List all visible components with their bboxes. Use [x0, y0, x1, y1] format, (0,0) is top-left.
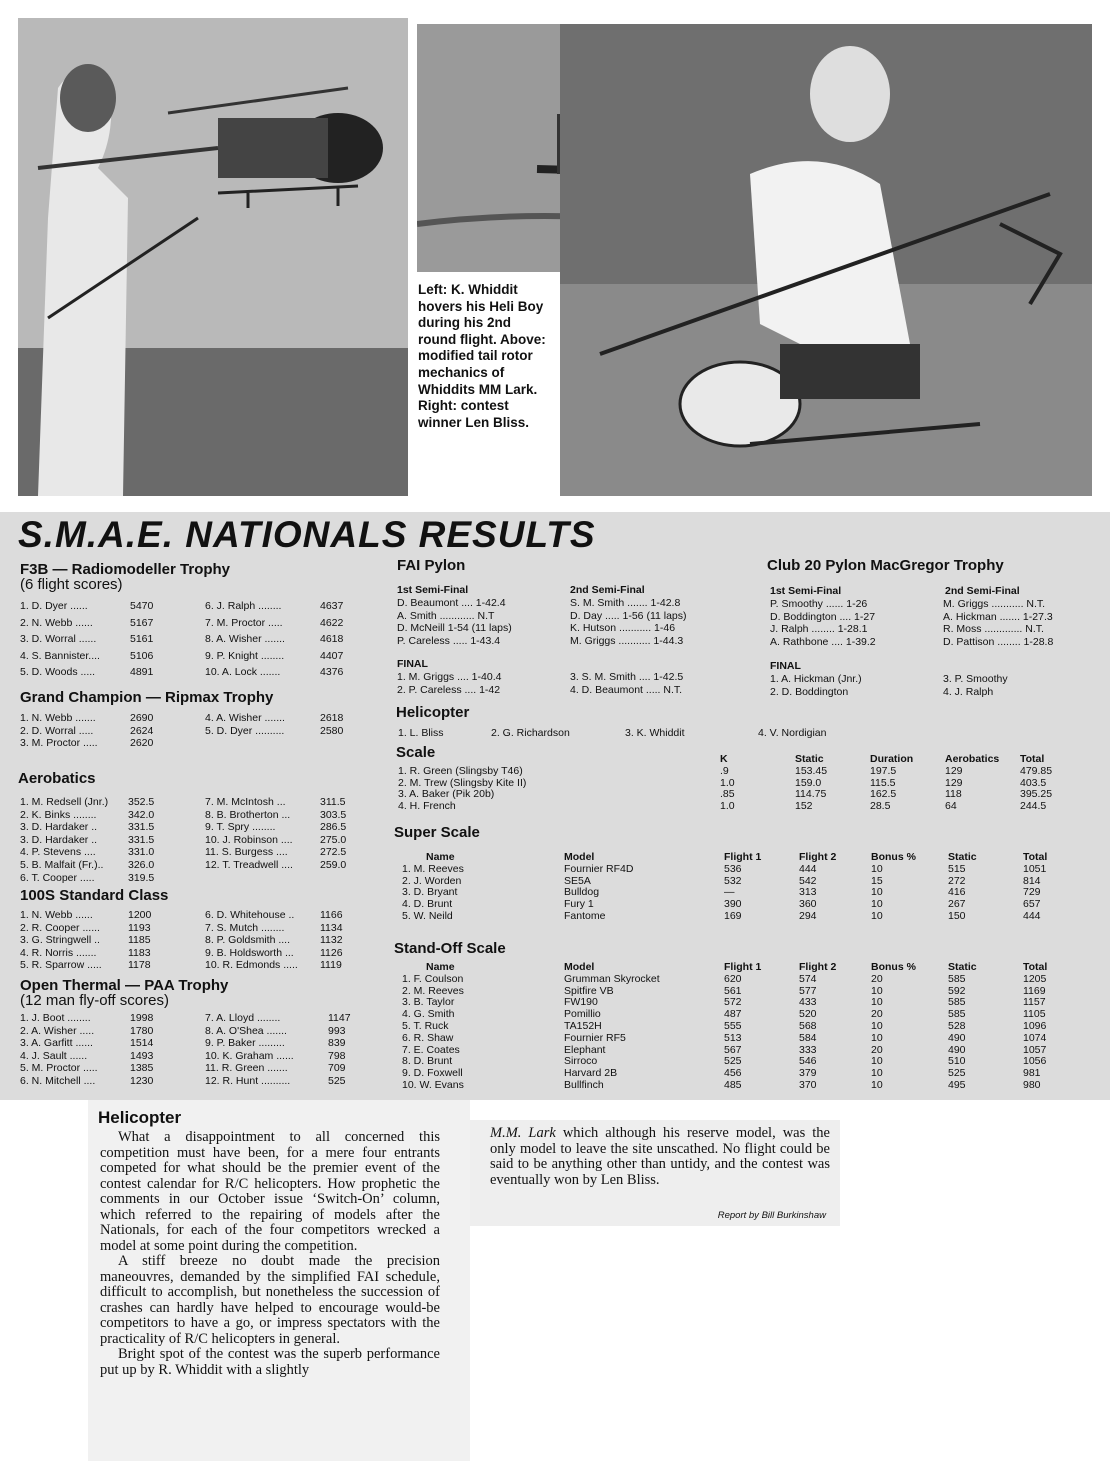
- table-row: 2. J. Worden SE5A 532 542 15 272 814: [402, 874, 1041, 887]
- club20-semi2-label: 2nd Semi-Final: [945, 585, 1020, 597]
- f3b-row: 1. D. Dyer ...... 5470 6. J. Ralph ........ 4637: [20, 600, 344, 612]
- s100-row: 4. R. Norris ....... 1183 9. B. Holdsworth ... 1126: [20, 946, 343, 959]
- s100-row: 3. G. Stringwell .. 1185 8. P. Goldsmith .... 1132: [20, 934, 343, 947]
- fai-semi1-row: D. McNeill 1-54 (11 laps): [397, 622, 512, 635]
- table-row: 4. D. Brunt Fury 1 390 360 10 267 657: [402, 898, 1041, 911]
- thermal-row: 5. M. Proctor ..... 1385 11. R. Green ....... 709: [20, 1062, 346, 1075]
- thermal-row: 1. J. Boot ........ 1998 7. A. Lloyd ........ 1147: [20, 1012, 351, 1024]
- standoff-header-row: Name Model Flight 1 Flight 2 Bonus % Static Total: [426, 961, 1048, 973]
- club20-semi1-row: A. Rathbone .... 1-39.2: [770, 635, 876, 648]
- fai-semi1-row: D. Beaumont .... 1-42.4: [397, 597, 506, 609]
- table-row: 2. M. Reeves Spitfire VB 561 577 10 592 1169: [402, 984, 1046, 997]
- club20-final1-list: [770, 673, 935, 698]
- club20-semi2-list: [943, 598, 1108, 648]
- super-header-row: Name Model Flight 1 Flight 2 Bonus % Static Total: [426, 851, 1048, 863]
- f3b-row: 3. D. Worral ...... 5161 8. A. Wisher ....... 4618: [20, 633, 344, 646]
- results-panel: [0, 512, 1110, 1100]
- club20-semi2-row: D. Pattison ........ 1-28.8: [943, 635, 1054, 648]
- f3b-list: [20, 600, 360, 679]
- aero-row: 2. K. Binks ........ 342.0 8. B. Brotherton ... 303.5: [20, 808, 347, 821]
- s100-heading: 100S Standard Class: [20, 887, 169, 904]
- f3b-subheading: (6 flight scores): [20, 576, 123, 593]
- thermal-row: 6. N. Mitchell .... 1230 12. R. Hunt .......... 525: [20, 1074, 346, 1087]
- club20-semi1-label: 1st Semi-Final: [770, 585, 842, 597]
- club20-final2-list: [943, 673, 1108, 698]
- scale-table: [398, 754, 1098, 813]
- club20-heading: Club 20 Pylon MacGregor Trophy: [767, 557, 1004, 574]
- aero-row: 1. M. Redsell (Jnr.) 352.5 7. M. McIntosh ... 311.5: [20, 796, 346, 808]
- heli-list: [398, 727, 858, 740]
- continuation-text: which although his reserve model, was the only model to leave the site unscathed. No flight could be said to be anything other than untidy, and the contest was eventually won by Len Bliss.: [490, 1125, 830, 1188]
- club20-final-row: 1. A. Hickman (Jnr.): [770, 673, 862, 685]
- table-row: 10. W. Evans Bullfinch 485 370 10 495 980: [402, 1078, 1041, 1091]
- club20-semi1-row: P. Smoothy ...... 1-26: [770, 598, 868, 610]
- table-row: 5. W. Neild Fantome 169 294 10 150 444: [402, 909, 1041, 922]
- super-table: [402, 852, 1092, 923]
- grand-list: [20, 712, 360, 750]
- fai-semi1-row: A. Smith ............ N.T: [397, 609, 495, 622]
- fai-semi2-list: [570, 597, 740, 647]
- aero-row: 3. D. Hardaker .. 331.5 9. T. Spry ........ 286.5: [20, 821, 347, 834]
- article-paragraph: Bright spot of the contest was the superb performance put up by R. Whiddit with a slightly: [100, 1346, 440, 1378]
- club20-semi2-row: A. Hickman ....... 1-27.3: [943, 610, 1053, 623]
- fai-final-row: 4. D. Beaumont ..... N.T.: [570, 683, 683, 696]
- thermal-row: 2. A. Wisher ..... 1780 8. A. O'Shea ....... 993: [20, 1024, 346, 1037]
- f3b-row: 5. D. Woods ..... 4891 10. A. Lock ....... 4376: [20, 666, 344, 679]
- table-row: 9. D. Foxwell Harvard 2B 456 379 10 525 981: [402, 1067, 1041, 1080]
- s100-row: 1. N. Webb ...... 1200 6. D. Whitehouse .. 1166: [20, 909, 343, 921]
- f3b-heading: F3B — Radiomodeller Trophy: [20, 561, 231, 578]
- super-heading: Super Scale: [394, 824, 480, 841]
- fai-semi2-row: M. Griggs ........... 1-44.3: [570, 634, 684, 647]
- standoff-heading: Stand-Off Scale: [394, 940, 506, 957]
- club20-semi1-row: J. Ralph ........ 1-28.1: [770, 623, 868, 636]
- aero-list: [20, 796, 360, 884]
- club20-semi2-row: R. Moss ............. N.T.: [943, 623, 1044, 636]
- f3b-row: 4. S. Bannister.... 5106 9. P. Knight ........ 4407: [20, 649, 344, 662]
- standoff-table: [402, 962, 1092, 1092]
- fai-final-row: 1. M. Griggs .... 1-40.4: [397, 671, 502, 683]
- fai-final-row: 2. P. Careless .... 1-42: [397, 683, 501, 696]
- fai-semi1-row: P. Careless ..... 1-43.4: [397, 634, 501, 647]
- thermal-subheading: (12 man fly-off scores): [20, 992, 169, 1009]
- fai-final-row: 3. S. M. Smith .... 1-42.5: [570, 671, 684, 683]
- thermal-row: 3. A. Garfitt ...... 1514 9. P. Baker ......... 839: [20, 1037, 346, 1050]
- club20-final-row: 2. D. Boddington: [770, 685, 849, 698]
- table-row: 8. D. Brunt Sirroco 525 546 10 510 1056: [402, 1055, 1047, 1068]
- table-row: 2. M. Trew (Slingsby Kite II) 1.0 159.0 115.5 129 403.5: [398, 776, 1047, 789]
- club20-semi1-list: [770, 598, 930, 648]
- fai-semi2-row: D. Day ..... 1-56 (11 laps): [570, 609, 687, 622]
- continuation-body: [490, 1126, 830, 1188]
- photo-whiddit-hovering: [18, 18, 408, 496]
- fai-final2-list: [570, 671, 740, 696]
- s100-list: [20, 909, 360, 972]
- article-paragraph: A stiff breeze no doubt made the precision maneouvres, demanded by the simplified FAI schedule, difficult to accomplish, but nonetheless the succession of crashes can hardly have helped to encourage would-be competitors to have a go, or impress spectators with the practicality of R/C helicopters in general.: [100, 1253, 440, 1347]
- aero-row: 3. D. Hardaker .. 331.5 10. J. Robinson .... 275.0: [20, 833, 347, 846]
- fai-semi1-list: [397, 597, 567, 647]
- table-row: 1. M. Reeves Fournier RF4D 536 444 10 515 1051: [402, 862, 1047, 875]
- helicopter-article: [88, 1100, 470, 1461]
- s100-row: 5. R. Sparrow ..... 1178 10. R. Edmonds ..... 1119: [20, 959, 342, 972]
- s100-row: 2. R. Cooper ...... 1193 7. S. Mutch ........ 1134: [20, 921, 343, 934]
- table-row: 4. G. Smith Pomillio 487 520 20 585 1105: [402, 1008, 1046, 1021]
- report-credit: Report by Bill Burkinshaw: [717, 1210, 826, 1221]
- table-row: 6. R. Shaw Fournier RF5 513 584 10 490 1074: [402, 1031, 1047, 1044]
- club20-final-label: FINAL: [770, 660, 801, 672]
- club20-semi2-row: M. Griggs ........... N.T.: [943, 598, 1046, 610]
- photo-len-bliss-illustration: [560, 24, 1092, 496]
- club20-final-row: 4. J. Ralph: [943, 685, 994, 698]
- photo-len-bliss: [560, 24, 1092, 496]
- table-row: 3. B. Taylor FW190 572 433 10 585 1157: [402, 996, 1046, 1009]
- article-heading: Helicopter: [98, 1108, 182, 1127]
- photo-whiddit-illustration: [18, 18, 408, 496]
- thermal-heading: Open Thermal — PAA Trophy: [20, 977, 229, 994]
- thermal-list: [20, 1012, 360, 1088]
- article-paragraph: What a disappointment to all concerned this competition must have been, for a mere four entrants competed for what should be the premier event of the contest calendar for R/C helicopters. How prophetic the comments in our October issue ‘Switch-On’ column, which referred to the repairing of models after the Nationals, for each of the four competitors wrecked a model at some point during the competition.: [100, 1129, 440, 1254]
- table-row: 5. T. Ruck TA152H 555 568 10 528 1096: [402, 1019, 1047, 1032]
- results-title: S.M.A.E. NATIONALS RESULTS: [18, 514, 596, 555]
- article-body: [100, 1130, 440, 1378]
- aero-heading: Aerobatics: [18, 770, 96, 787]
- fai-final-label: FINAL: [397, 658, 428, 670]
- table-row: 3. A. Baker (Pik 20b) .85 114.75 162.5 118 395.25: [398, 788, 1053, 801]
- grand-row: 2. D. Worral ..... 2624 5. D. Dyer .......... 2580: [20, 724, 344, 737]
- grand-row: 3. M. Proctor ..... 2620: [20, 737, 154, 750]
- club20-semi1-row: D. Boddington .... 1-27: [770, 610, 876, 623]
- fai-semi1-label: 1st Semi-Final: [397, 584, 469, 596]
- table-row: 7. E. Coates Elephant 567 333 20 490 1057: [402, 1043, 1047, 1056]
- aero-row: 4. P. Stevens .... 331.0 11. S. Burgess .... 272.5: [20, 846, 347, 859]
- photo-caption: Left: K. Whiddit hovers his Heli Boy during his 2nd round flight. Above: modified tail rotor mechanics of Whiddits MM Lark. Right: contest winner Len Bliss.: [418, 282, 546, 430]
- fai-semi2-row: K. Hutson ........... 1-46: [570, 622, 676, 635]
- thermal-row: 4. J. Sault ...... 1493 10. K. Graham ...... 798: [20, 1049, 346, 1062]
- article-continuation: [470, 1120, 840, 1226]
- club20-final-row: 3. P. Smoothy: [943, 673, 1008, 685]
- table-row: 1. F. Coulson Grumman Skyrocket 620 574 20 585 1205: [402, 972, 1047, 985]
- fai-semi2-row: S. M. Smith ....... 1-42.8: [570, 597, 681, 609]
- grand-row: 1. N. Webb ....... 2690 4. A. Wisher ....... 2618: [20, 712, 344, 724]
- table-row: 1. R. Green (Slingsby T46) .9 153.45 197.5 129 479.85: [398, 764, 1053, 777]
- scale-heading: Scale: [396, 744, 436, 761]
- f3b-row: 2. N. Webb ...... 5167 7. M. Proctor ..... 4622: [20, 616, 344, 629]
- aero-row: 5. B. Malfait (Fr.).. 326.0 12. T. Treadwell .... 259.0: [20, 858, 347, 871]
- fai-final1-list: [397, 671, 567, 696]
- grand-heading: Grand Champion — Ripmax Trophy: [20, 689, 274, 706]
- aero-row: 6. T. Cooper ..... 319.5: [20, 871, 155, 884]
- fai-heading: FAI Pylon: [397, 557, 466, 574]
- table-row: 4. H. French 1.0 152 28.5 64 244.5: [398, 800, 1047, 813]
- model-name: M.M. Lark: [490, 1125, 556, 1141]
- table-row: 3. D. Bryant Bulldog — 313 10 416 729: [402, 886, 1041, 899]
- fai-semi2-label: 2nd Semi-Final: [570, 584, 645, 596]
- heli-heading: Helicopter: [396, 704, 470, 721]
- heli-row: 1. L. Bliss 2. G. Richardson 3. K. Whiddit 4. V. Nordigian: [398, 727, 827, 739]
- scale-header-row: K Static Duration Aerobatics Total: [720, 753, 1045, 765]
